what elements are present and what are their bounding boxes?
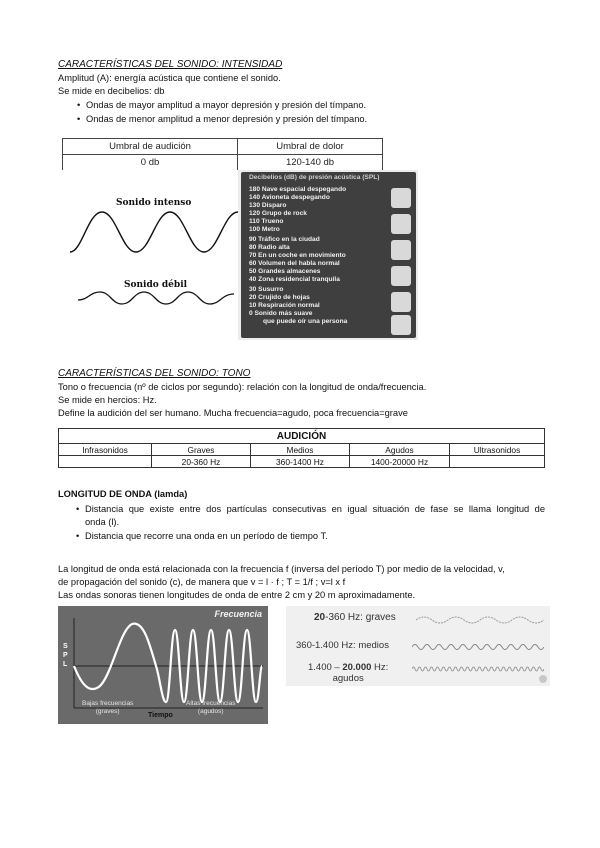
time-label: Tiempo [148,712,173,719]
intensidad-line-2: Se mide en decibelios: db [58,86,165,96]
db-level-item: 180 Nave espacial despegando [249,186,347,193]
high-frequency-label [186,700,236,716]
decibel-panel [241,172,416,338]
section-heading-tono: CARACTERÍSTICAS DEL SONIDO: TONO [58,368,251,379]
db-level-item: 100 Metro [249,226,280,233]
wave-debil-graphic [78,288,238,312]
wave-intenso-graphic [70,210,240,280]
range-agudos-line-2: agudos [332,673,364,684]
umbral-value-dolor: 120-140 db [238,155,383,171]
traffic-icon [391,240,411,260]
intensidad-bullet-2: • Ondas de menor amplitud a menor depresión y presión del tímpano. [86,113,367,126]
db-level-item: 70 En un coche en movimiento [249,252,346,259]
talking-icon [391,266,411,286]
audicion-cell: 1400-20000 Hz [350,456,450,468]
frequency-ranges-figure [286,606,550,686]
audicion-header: Graves [152,444,251,456]
umbral-header-audicion: Umbral de audición [63,139,238,155]
db-level-item: 130 Disparo [249,202,287,209]
low-frequency-label [82,700,133,716]
guitar-icon [391,214,411,234]
decibel-panel-title: Decibelios (dB) de presión acústica (SPL) [249,174,380,181]
db-level-item: que puede oír una persona [263,318,348,325]
intensidad-bullet-1: • Ondas de mayor amplitud a mayor depresión y presión del tímpano. [86,99,366,112]
range-agudos [308,662,388,684]
audicion-cell [450,456,545,468]
label-sonido-debil: Sonido débil [124,280,188,290]
audicion-cell: 20-360 Hz [152,456,251,468]
audicion-table-title: AUDICIÓN [59,429,545,444]
range-graves-text: -360 Hz: graves [325,612,396,623]
longitud-bullet-2: • Distancia que recorre una onda en un período de tiempo T. [85,530,328,543]
db-level-item: 0 Sonido más suave [249,310,313,317]
rocket-icon [391,188,411,208]
low-frequency-label-2: (graves) [95,708,120,715]
frequency-title: Frecuencia [214,609,262,619]
umbral-table [62,138,383,171]
db-level-item: 10 Respiración normal [249,302,320,309]
tono-line-2: Se mide en hercios: Hz. [58,395,157,405]
audicion-table [58,428,545,468]
low-frequency-label-1: Bajas frecuencias [82,700,134,707]
umbral-value-audicion: 0 db [63,155,238,171]
range-graves [314,612,396,623]
wave-medios-graphic [412,642,544,652]
audicion-header: Infrasonidos [59,444,152,456]
range-agudos-pre: 1.400 – [308,662,343,673]
high-frequency-label-1: Altas frecuencias [186,700,236,707]
intensidad-line-1: Amplitud (A): energía acústica que contiene el sonido. [58,73,281,83]
longitud-bullet-1: • Distancia que existe entre dos partículas consecutivas en igual situación de fase se llama longitud de [85,503,545,516]
wave-agudos-graphic [412,664,544,674]
range-agudos-bold: 20.000 [342,662,372,673]
db-level-item: 110 Trueno [249,218,284,225]
audicion-cell: 360-1400 Hz [251,456,350,468]
audicion-header: Ultrasonidos [450,444,545,456]
face-icon [391,315,411,335]
tono-line-3: Define la audición del ser humano. Mucha frecuencia=agudo, poca frecuencia=grave [58,408,408,418]
db-level-item: 60 Volumen del habla normal [249,260,340,267]
db-level-item: 120 Grupo de rock [249,210,307,217]
range-agudos-post: Hz: [371,662,389,673]
audicion-header: Agudos [350,444,450,456]
audicion-cell [59,456,152,468]
high-frequency-label-2: (agudos) [197,708,224,715]
umbral-header-dolor: Umbral de dolor [238,139,383,155]
axis-label-spl: SPL [63,643,68,668]
db-level-item: 140 Avioneta despegando [249,194,330,201]
longitud-paragraph-3: Las ondas sonoras tienen longitudes de onda de entre 2 cm y 20 m aproximadamente. [58,590,416,600]
label-sonido-intenso: Sonido intenso [116,198,192,208]
db-level-item: 30 Susurro [249,286,284,293]
tono-line-1: Tono o frecuencia (nº de ciclos por segundo): relación con la longitud de onda/frecuencia. [58,382,427,392]
db-level-item: 90 Tráfico en la ciudad [249,236,320,243]
audicion-header: Medios [251,444,350,456]
longitud-bullet-1-cont: onda (l). [85,517,120,527]
section-heading-longitud: LONGITUD DE ONDA (lamda) [58,489,188,499]
db-level-item: 50 Grandes almacenes [249,268,321,275]
longitud-paragraph-2: de propagación del sonido (c), de manera que v = l · f ; T = 1/f ; v=l x f [58,577,346,587]
range-medios: 360-1.400 Hz: medios [296,640,389,651]
intensidad-figure [58,170,418,340]
db-level-item: 20 Crujido de hojas [249,294,310,301]
range-graves-bold: 20 [314,612,326,623]
db-level-item: 40 Zona residencial tranquila [249,276,340,283]
zoom-icon [539,675,547,683]
section-heading-intensidad: CARACTERÍSTICAS DEL SONIDO: INTENSIDAD [58,59,283,70]
leaves-icon [391,292,411,312]
db-level-item: 80 Radio alta [249,244,290,251]
longitud-paragraph-1: La longitud de onda está relacionada con la frecuencia f (inversa del período T) por medio de la velocidad, v, [58,564,505,574]
frequency-figure [58,606,268,724]
wave-graves-graphic [416,614,544,626]
